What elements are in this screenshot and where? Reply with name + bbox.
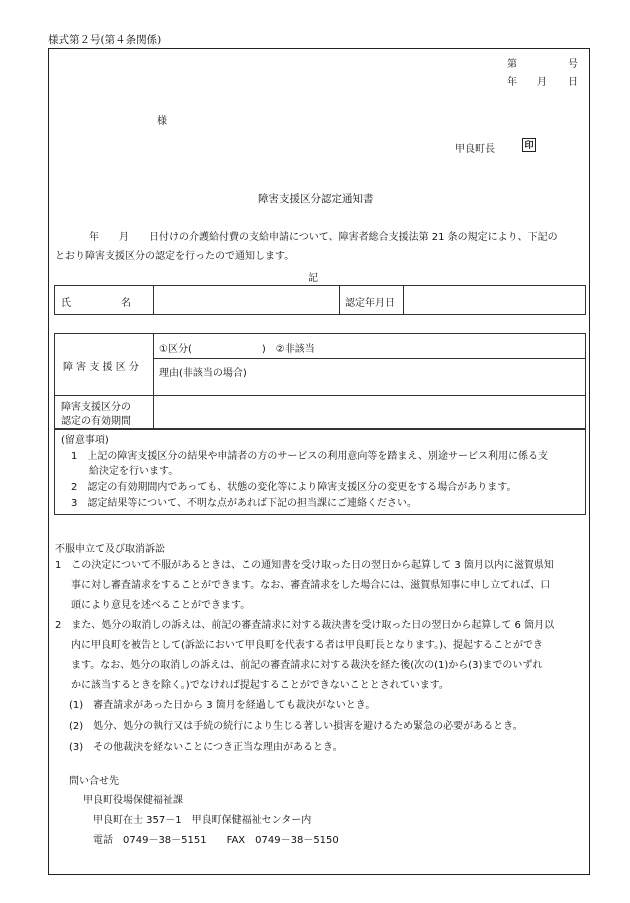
form-number: 様式第２号(第４条関係) xyxy=(48,34,162,46)
category-options: ①区分( ) ②非該当 xyxy=(159,344,315,355)
appeal-1-line-3: 頭により意見を述べることができます。 xyxy=(71,600,251,611)
contact-address: 甲良町在士 357－1 甲良町保健福祉センター内 xyxy=(93,815,312,826)
intro-line-1: 年 月 日付けの介護給付費の支給申請について、障害者総合支援法第 21 条の規定により、下記の xyxy=(89,232,558,243)
validity-label-2: 認定の有効期間 xyxy=(61,416,131,427)
validity-label-1: 障害支援区分の xyxy=(61,402,131,413)
document-frame xyxy=(48,48,590,875)
seal-stamp: 印 xyxy=(522,138,536,152)
intro-line-2: とおり障害支援区分の認定を行ったので通知します。 xyxy=(55,251,295,262)
note-2: 2 認定の有効期間内であっても、状態の変化等により障害支援区分の変更をする場合があります。 xyxy=(71,482,517,493)
note-1-line-1: 1 上記の障害支援区分の結果や申請者の方のサービスの利用意向等を踏まえ、別途サービス利用に係る支 xyxy=(71,451,548,462)
contact-department: 甲良町役場保健福祉課 xyxy=(83,795,183,806)
cert-date-label: 認定年月日 xyxy=(345,298,395,309)
ki-label: 記 xyxy=(308,273,318,284)
note-3: 3 認定結果等について、不明な点があれば下記の担当課にご連絡ください。 xyxy=(71,498,417,509)
document-title: 障害支援区分認定通知書 xyxy=(258,193,374,205)
number-label-go: 号 xyxy=(568,59,578,70)
contact-phone: 電話 0749－38－5151 FAX 0749－38－5150 xyxy=(93,835,339,846)
reason-label: 理由(非該当の場合) xyxy=(159,368,247,379)
appeal-2-line-4: かに該当するときを除く。)でなければ提起することができないこととされています。 xyxy=(71,680,449,691)
date-year-label: 年 xyxy=(507,77,517,88)
addressee-suffix: 様 xyxy=(157,116,167,127)
name-label: 氏 名 xyxy=(61,298,131,309)
appeal-2-line-3: ます。なお、処分の取消しの訴えは、前記の審査請求に対する裁決を経た後(次の(1)から(3)までのいずれ xyxy=(71,660,543,671)
issuer-name: 甲良町長 xyxy=(455,144,495,155)
appeal-1-line-1: 1 この決定について不服があるときは、この通知書を受け取った日の翌日から起算して 3 箇月以内に滋賀県知 xyxy=(55,560,554,571)
contact-heading: 問い合せ先 xyxy=(69,776,119,787)
appeal-heading: 不服申立て及び取消訴訟 xyxy=(55,544,165,555)
appeal-1-line-2: 事に対し審査請求をすることができます。なお、審査請求をした場合には、滋賀県知事に申し立てれば、口 xyxy=(71,580,551,591)
appeal-2-line-1: 2 また、処分の取消しの訴えは、前記の審査請求に対する裁決書を受け取った日の翌日から起算して 6 箇月以 xyxy=(55,620,555,631)
appeal-case-2: (2) 処分、処分の執行又は手続の続行により生じる著しい損害を避けるため緊急の必要があるとき。 xyxy=(69,721,523,732)
appeal-2-line-2: 内に甲良町を被告として(訴訟において甲良町を代表する者は甲良町長となります。)、提起することができ xyxy=(71,640,544,651)
date-month-label: 月 xyxy=(537,77,547,88)
number-label-dai: 第 xyxy=(507,59,517,70)
appeal-case-1: (1) 審査請求があった日から 3 箇月を経過しても裁決がないとき。 xyxy=(69,700,376,711)
note-1-line-2: 給決定を行います。 xyxy=(89,466,179,477)
appeal-case-3: (3) その他裁決を経ないことにつき正当な理由があるとき。 xyxy=(69,742,343,753)
name-table xyxy=(54,285,586,315)
notes-heading: (留意事項) xyxy=(61,435,109,446)
date-day-label: 日 xyxy=(568,77,578,88)
category-table xyxy=(54,333,586,429)
notes-box xyxy=(54,429,586,515)
category-label: 障 害 支 援 区 分 xyxy=(63,362,139,373)
